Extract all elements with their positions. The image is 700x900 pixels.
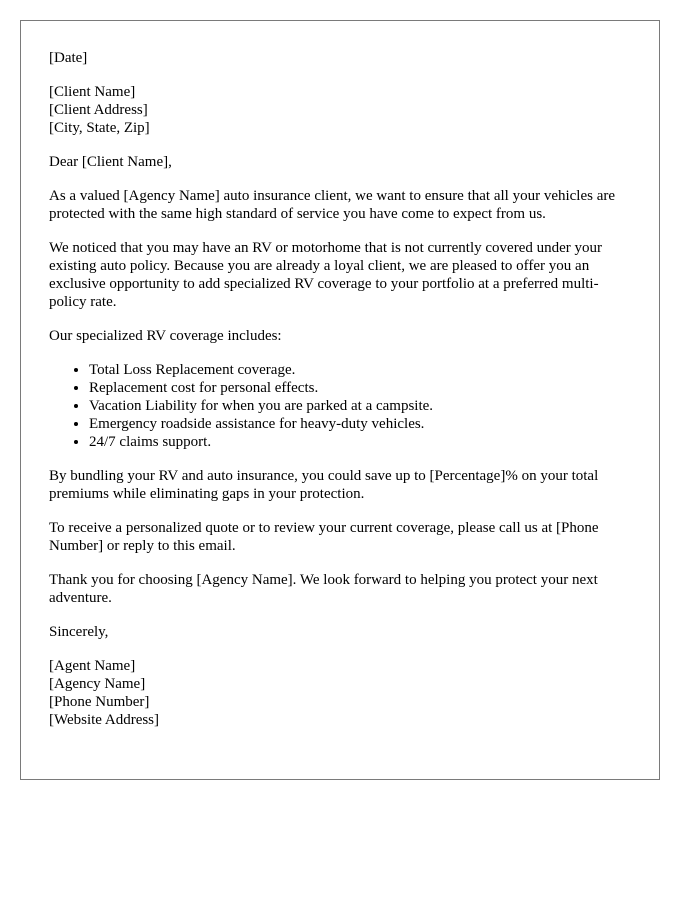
bundling-paragraph: By bundling your RV and auto insurance, you could save up to [Percentage]% on your total premiums while eliminating gaps in your protection. <box>49 468 599 502</box>
intro-paragraph: As a valued [Agency Name] auto insurance client, we want to ensure that all your vehicles are protected with the same high standard of service you have come to expect from us. <box>49 188 616 222</box>
list-item: • 24/7 claims support. <box>89 433 631 451</box>
salutation: Dear [Client Name], <box>49 154 172 170</box>
letter-date: [Date] <box>49 50 88 66</box>
offer-paragraph: We noticed that you may have an RV or motorhome that is not currently covered under your existing auto policy. Because you are already a loyal client, we are pleased to offer you an exclusive opportunity to add specialized RV coverage to your portfolio at a preferred multi-policy rate. <box>49 240 602 310</box>
recipient-address: [Client Address] <box>49 102 148 118</box>
coverage-intro: Our specialized RV coverage includes: <box>49 328 282 344</box>
letter-date-block <box>49 49 631 67</box>
agency-name: [Agency Name] <box>49 676 146 692</box>
letter-page <box>20 20 660 780</box>
signoff: Sincerely, <box>49 624 109 640</box>
list-item: • Replacement cost for personal effects. <box>89 379 631 397</box>
list-item: • Emergency roadside assistance for heavy-duty vehicles. <box>89 415 631 433</box>
agency-website: [Website Address] <box>49 712 160 728</box>
list-item: • Vacation Liability for when you are parked at a campsite. <box>89 397 631 415</box>
signature-block <box>49 657 631 729</box>
thank-you-paragraph: Thank you for choosing [Agency Name]. We look forward to helping you protect your next adventure. <box>49 572 598 606</box>
coverage-list <box>49 361 631 451</box>
quote-paragraph: To receive a personalized quote or to review your current coverage, please call us at [Phone Number] or reply to this email. <box>49 520 599 554</box>
agency-phone: [Phone Number] <box>49 694 150 710</box>
list-item: • Total Loss Replacement coverage. <box>89 361 631 379</box>
agent-name: [Agent Name] <box>49 658 136 674</box>
recipient-address-block <box>49 83 631 137</box>
recipient-name: [Client Name] <box>49 84 136 100</box>
recipient-city-state-zip: [City, State, Zip] <box>49 120 150 136</box>
